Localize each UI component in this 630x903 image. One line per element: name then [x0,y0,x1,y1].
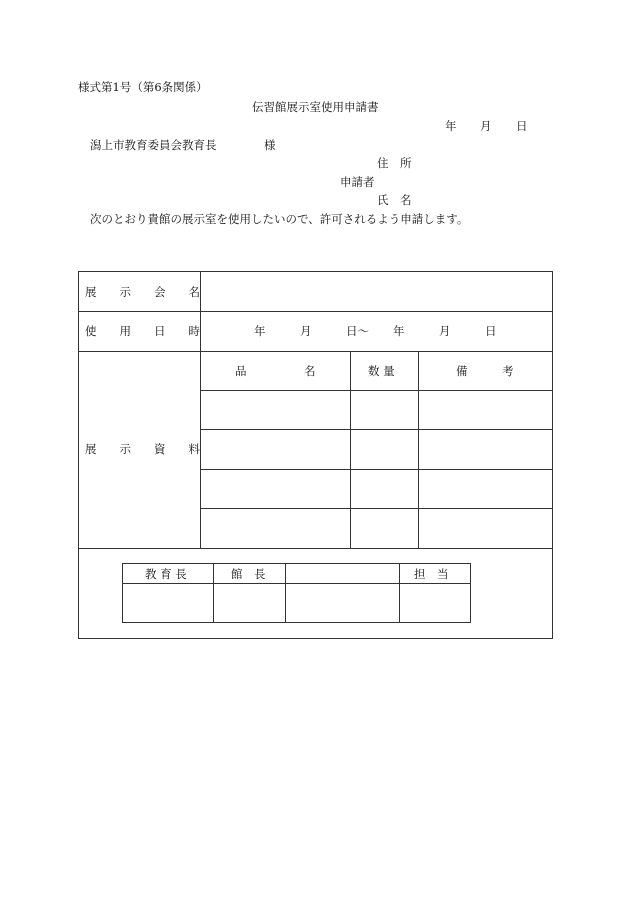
request-text: 次のとおり貴館の展示室を使用したいので、許可されるよう申請します。 [90,212,469,226]
usage-from: 年 月 日～ [254,324,369,338]
page-title: 伝習館展示室使用申請書 [252,100,379,114]
material-row-divider [200,390,552,391]
stamp-column-divider [285,564,286,622]
honorific: 様 [264,138,276,152]
material-row-divider [200,429,552,430]
materials-label: 展 示 資 料 [85,442,200,456]
material-row-divider [200,508,552,509]
address-label: 住 所 [377,156,412,170]
stamp-header-divider [123,583,470,584]
applicant-label: 申請者 [340,175,375,189]
addressee: 潟上市教育委員会教育長 [90,138,217,152]
column-header-remarks: 備 考 [456,364,514,378]
remarks-column-divider [418,351,419,548]
date-year-label: 年 [445,119,457,133]
stamp-director: 館 長 [231,567,266,581]
column-header-quantity: 数 量 [368,364,395,378]
usage-datetime-label: 使 用 日 時 [85,324,200,338]
date-month-label: 月 [480,119,492,133]
form-number: 様式第1号（第6条関係） [78,80,208,94]
column-header-item: 品 名 [235,364,316,378]
row-divider [79,311,552,312]
quantity-column-divider [350,351,351,548]
stamp-superintendent: 教 育 長 [145,567,187,581]
material-row-divider [200,469,552,470]
label-column-divider [200,272,201,548]
stamp-column-divider [213,564,214,622]
row-divider [79,548,552,549]
row-divider [79,351,552,352]
stamp-staff: 担 当 [414,567,449,581]
exhibition-name-label: 展 示 会 名 [85,285,200,299]
approval-stamp-box [122,563,471,623]
date-day-label: 日 [516,119,528,133]
usage-to: 年 月 日 [393,324,497,338]
stamp-column-divider [399,564,400,622]
name-label: 氏 名 [377,193,412,207]
